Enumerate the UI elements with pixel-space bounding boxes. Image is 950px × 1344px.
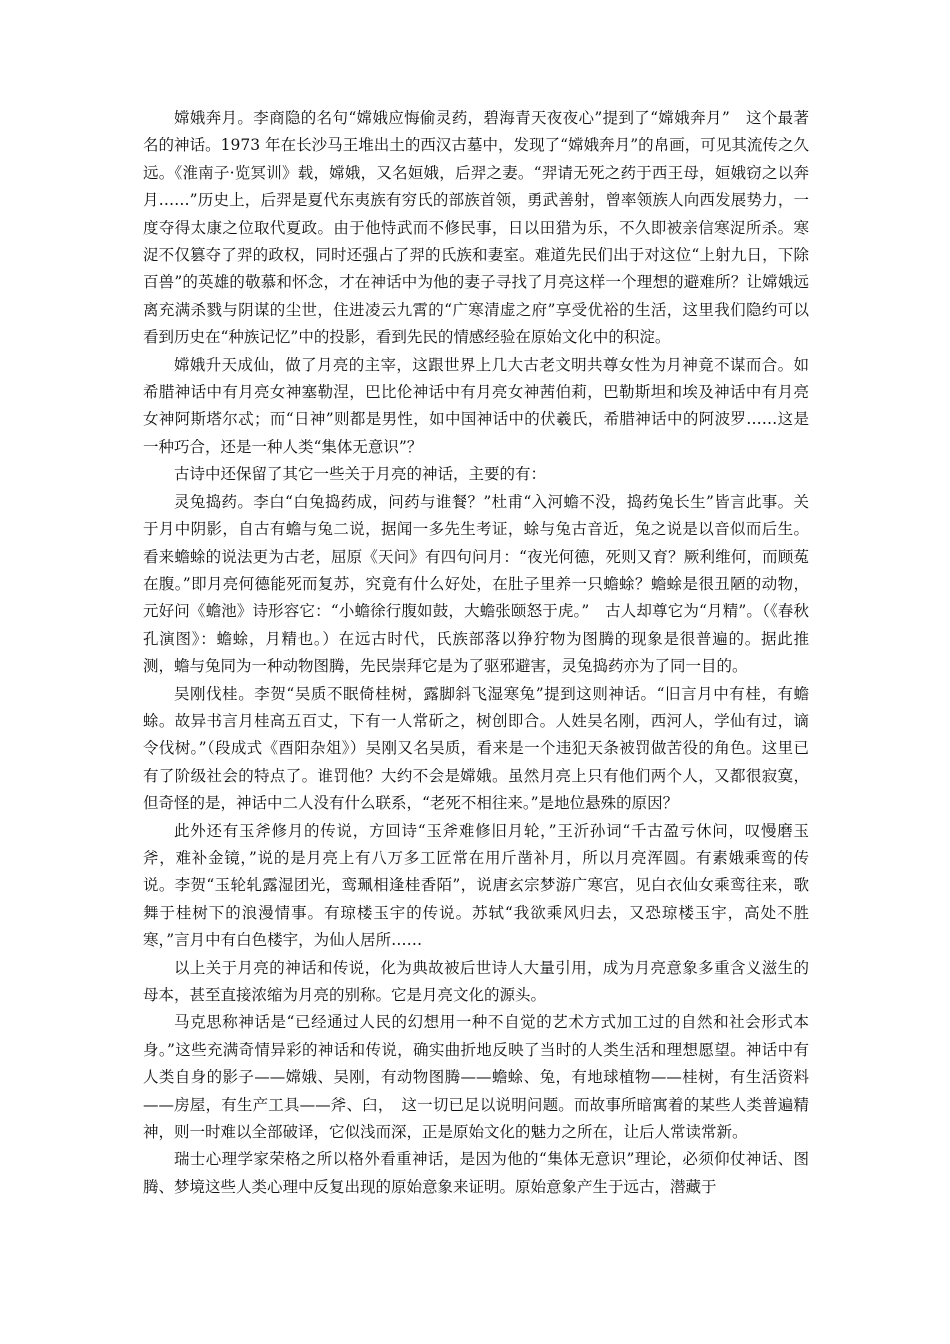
paragraph-other-legends: 此外还有玉斧修月的传说，方回诗“玉斧难修旧月轮，”王沂孙词“千古盈亏休问，叹慢磨玉斧，难补金镜，”说的是月亮上有八万多工匠常在用斤凿补月，所以月亮浑圆。有素娥乘鸾的传说。李贺“玉轮轧露湿团光，鸾珮相逢桂香陌”，说唐玄宗梦游广寒宫，见白衣仙女乘鸾往来，歌舞于桂树下的浪漫情事。有琼楼玉宇的传说。苏轼“我欲乘风归去，又恐琼楼玉宇，高处不胜寒，”言月中有白色楼宇，为仙人居所……	[143, 821, 809, 950]
paragraph-wu-gang: 吴刚伐桂。李贺“吴质不眠倚桂树，露脚斜飞湿寒兔”提到这则神话。“旧言月中有桂，有蟾蜍。故异书言月桂高五百丈，下有一人常斫之，树创即合。人姓吴名刚，西河人，学仙有过，谪令伐树。”（段成式《酉阳杂俎》）吴刚又名吴质，看来是一个违犯天条被罚做苦役的角色。这里已有了阶级社会的特点了。谁罚他？大约不会是嫦娥。虽然月亮上只有他们两个人，又都很寂寞，但奇怪的是，神话中二人没有什么联系，“老死不相往来。”是地位悬殊的原因？	[143, 684, 809, 813]
paragraph-marx: 马克思称神话是“已经通过人民的幻想用一种不自觉的艺术方式加工过的自然和社会形式本身。”这些充满奇情异彩的神话和传说，确实曲折地反映了当时的人类生活和理想愿望。神话中有人类自身的影子——嫦娥、吴刚，有动物图腾——蟾蜍、兔，有地球植物——桂树，有生活资料——房屋，有生产工具——斧、臼， 这一切已足以说明问题。而故事所暗寓着的某些人类普遍精神，则一时难以全部破译，它似浅而深，正是原始文化的魅力之所在，让后人常读常新。	[143, 1013, 809, 1142]
paragraph-jade-rabbit: 灵兔捣药。李白“白兔捣药成，问药与谁餐？”杜甫“入河蟾不没，捣药兔长生”皆言此事。关于月中阴影，自古有蟾与兔二说，据闻一多先生考证，蜍与兔古音近，兔之说是以音似而后生。看来蟾蜍的说法更为古老，屈原《天问》有四句问月：“夜光何德，死则又育？厥利维何，而顾菟在腹。”即月亮何德能死而复苏，究竟有什么好处，在肚子里养一只蟾蜍？蟾蜍是很丑陋的动物，元好问《蟾池》诗形容它：“小蟾徐行腹如鼓，大蟾张颐怒于虎。” 古人却尊它为“月精”。（《春秋孔演图》：蟾蜍，月精也。）在远古时代，氏族部落以狰狞物为图腾的现象是很普遍的。据此推测，蟾与兔同为一种动物图腾，先民崇拜它是为了驱邪避害，灵兔捣药亦为了同一目的。	[143, 492, 809, 676]
document-body	[143, 105, 809, 1201]
paragraph-jung: 瑞士心理学家荣格之所以格外看重神话，是因为他的“集体无意识”理论，必须仰仗神话、图腾、梦境这些人类心理中反复出现的原始意象来证明。原始意象产生于远古，潜藏于	[143, 1150, 809, 1196]
paragraph-other-myths-intro: 古诗中还保留了其它一些关于月亮的神话，主要的有：	[174, 465, 547, 484]
paragraph-change-e-ben-yue: 嫦娥奔月。李商隐的名句“嫦娥应悔偷灵药，碧海青天夜夜心”提到了“嫦娥奔月” 这个最著名的神话。1973 年在长沙马王堆出土的西汉古墓中，发现了“嫦娥奔月”的帛画，可见其流传之久远。《淮南子·览冥训》载，嫦娥，又名姮娥，后羿之妻。“羿请无死之药于西王母，姮娥窃之以奔月……”历史上，后羿是夏代东夷族有穷氏的部族首领，勇武善射，曾率领族人向西发展势力，一度夺得太康之位取代夏政。由于他恃武而不修民事，日以田猎为乐，不久即被亲信寒浞所杀。寒浞不仅篡夺了羿的政权，同时还强占了羿的氏族和妻室。难道先民们出于对这位“上射九日，下除百兽”的英雄的敬慕和怀念，才在神话中为他的妻子寻找了月亮这样一个理想的避难所？让嫦娥远离充满杀戮与阴谋的尘世，住进凌云九霄的“广寒清虚之府”享受优裕的生活，这里我们隐约可以看到历史在“种族记忆”中的投影，看到先民的情感经验在原始文化中的积淀。	[143, 109, 809, 347]
paragraph-summary: 以上关于月亮的神话和传说，化为典故被后世诗人大量引用，成为月亮意象多重含义滋生的母本，甚至直接浓缩为月亮的别称。它是月亮文化的源头。	[143, 958, 809, 1004]
paragraph-moon-goddess: 嫦娥升天成仙，做了月亮的主宰，这跟世界上几大古老文明共尊女性为月神竟不谋而合。如希腊神话中有月亮女神塞勒涅，巴比伦神话中有月亮女神茜伯莉，巴勒斯坦和埃及神话中有月亮女神阿斯塔尔忒；而“日神”则都是男性，如中国神话中的伏羲氏，希腊神话中的阿波罗……这是一种巧合，还是一种人类“集体无意识”？	[143, 355, 809, 456]
